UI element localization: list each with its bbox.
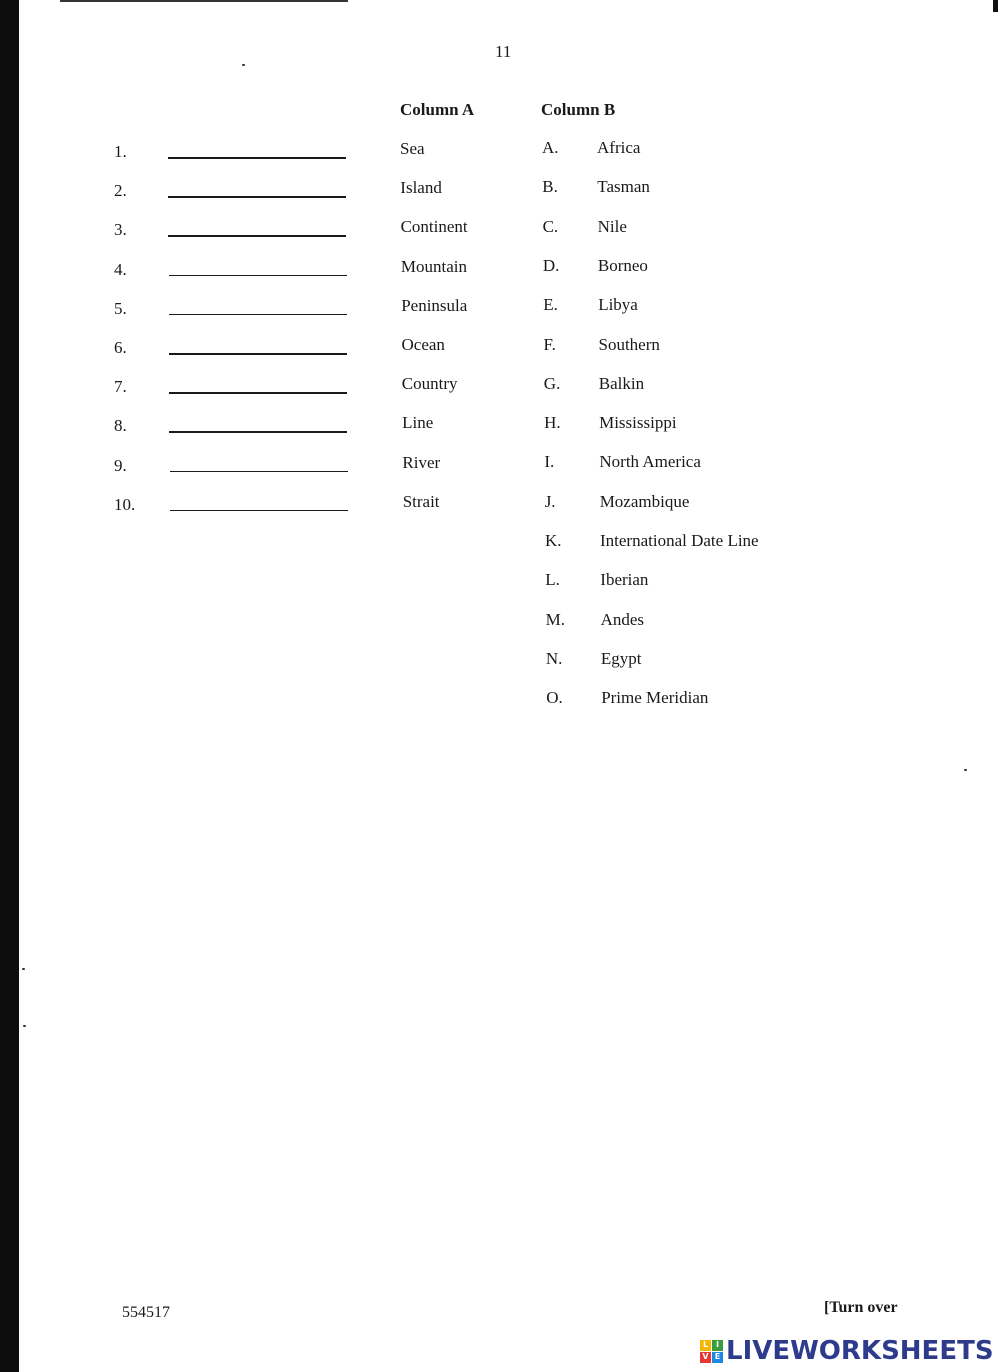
answer-blank[interactable] <box>169 392 347 394</box>
scan-speck <box>22 968 25 970</box>
column-a-header: Column A <box>400 100 475 119</box>
answer-blank[interactable] <box>169 353 347 355</box>
corner-mark <box>993 0 998 12</box>
liveworksheets-wordmark: LIVEWORKSHEETS <box>726 1336 994 1366</box>
column-b-item: Africa <box>597 138 641 157</box>
column-b-letter: F. <box>543 334 556 354</box>
answer-blank[interactable] <box>169 431 347 433</box>
scan-speck <box>242 64 245 66</box>
answer-blank[interactable] <box>169 275 347 277</box>
column-a-item: Country <box>401 374 458 394</box>
column-a-item: Ocean <box>401 335 445 354</box>
page-number: 11 <box>495 42 512 61</box>
question-number: 2. <box>114 181 127 201</box>
column-b-item: Egypt <box>600 648 642 668</box>
column-a-item: Mountain <box>400 256 467 276</box>
column-b-item: Andes <box>600 609 645 629</box>
footer-code: 554517 <box>122 1304 170 1321</box>
scan-speck <box>964 769 967 771</box>
turn-over-note: [Turn over <box>824 1299 898 1316</box>
column-b-item: Mississippi <box>599 413 677 433</box>
column-b-letter: I. <box>544 452 555 472</box>
column-b-letter: J. <box>544 491 556 511</box>
column-b-item: Prime Meridian <box>601 688 709 708</box>
column-b-header: Column B <box>541 100 616 119</box>
question-number: 6. <box>114 338 127 357</box>
column-a-item: Strait <box>402 491 440 511</box>
answer-blank[interactable] <box>168 196 346 198</box>
column-a-item: Sea <box>400 139 425 158</box>
column-b-letter: O. <box>546 688 563 708</box>
question-number: 8. <box>114 416 127 436</box>
column-b-letter: A. <box>542 138 559 157</box>
column-b-letter: H. <box>544 413 561 433</box>
column-b-letter: M. <box>545 609 565 629</box>
logo-tile: L <box>700 1340 711 1351</box>
top-border-line <box>60 0 348 2</box>
column-b-letter: N. <box>545 648 563 668</box>
question-number: 1. <box>114 142 127 161</box>
column-b-item: Libya <box>598 295 638 315</box>
question-number: 3. <box>114 220 127 240</box>
answer-blank[interactable] <box>168 157 346 159</box>
liveworksheets-watermark <box>700 1336 994 1366</box>
scan-edge-shadow <box>0 0 19 1372</box>
column-b-letter: G. <box>543 373 561 393</box>
answer-blank[interactable] <box>170 471 348 473</box>
column-b-item: Tasman <box>597 177 650 197</box>
column-b-item: Southern <box>598 334 660 354</box>
question-number: 4. <box>114 259 127 279</box>
column-b-item: Iberian <box>600 570 649 590</box>
column-b-letter: K. <box>545 531 562 550</box>
column-b-item: Balkin <box>598 373 645 393</box>
question-number: 7. <box>114 377 127 397</box>
column-a-item: Continent <box>400 217 468 237</box>
logo-tile: E <box>712 1352 723 1363</box>
column-b-item: International Date Line <box>600 531 759 550</box>
column-b-letter: L. <box>545 570 560 590</box>
liveworksheets-logo-icon <box>700 1340 723 1363</box>
logo-tile: I <box>712 1340 723 1351</box>
question-number: 5. <box>114 298 127 318</box>
column-a-item: Island <box>400 178 442 198</box>
column-a-item: Line <box>402 413 434 433</box>
column-b-letter: C. <box>542 216 559 236</box>
column-b-letter: E. <box>543 295 558 315</box>
answer-blank[interactable] <box>169 314 347 316</box>
column-a-item: River <box>402 452 441 472</box>
column-b-item: Nile <box>597 216 627 236</box>
column-b-letter: D. <box>542 255 560 275</box>
column-b-item: Mozambique <box>599 491 690 511</box>
answer-blank[interactable] <box>168 235 346 237</box>
scan-speck <box>23 1025 26 1027</box>
logo-tile: V <box>700 1352 711 1363</box>
question-number: 9. <box>114 455 127 475</box>
column-b-item: North America <box>599 452 701 472</box>
answer-blank[interactable] <box>170 510 348 512</box>
column-a-item: Peninsula <box>401 295 468 315</box>
question-number: 10. <box>114 494 136 514</box>
column-b-item: Borneo <box>597 255 648 275</box>
column-b-letter: B. <box>542 177 558 197</box>
